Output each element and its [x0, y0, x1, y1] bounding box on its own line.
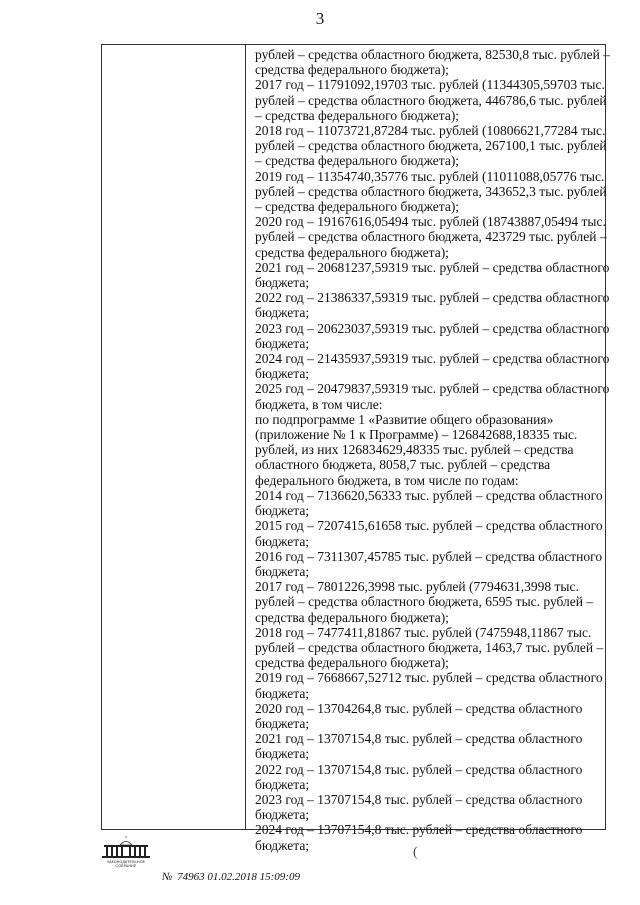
text-line: 2014 год – 7136620,56333 тыс. рублей – средства областного — [255, 487, 603, 503]
registration-number-date: 74963 01.02.2018 15:09:09 — [177, 871, 300, 883]
text-line: 2025 год – 20479837,59319 тыс. рублей – средства областного — [255, 381, 610, 397]
registration-stamp — [162, 871, 300, 883]
page-number: 3 — [315, 9, 325, 28]
text-line: 2022 год – 21386337,59319 тыс. рублей – средства областного — [255, 290, 610, 306]
text-line: 2019 год – 7668667,52712 тыс. рублей – средства областного — [255, 670, 603, 686]
text-line: – средства федерального бюджета); — [255, 199, 460, 215]
text-line: бюджета; — [255, 366, 310, 382]
building-logo-icon — [100, 836, 152, 862]
text-line: средства федерального бюджета); — [255, 655, 449, 671]
column-divider — [245, 45, 246, 829]
text-line: рублей – средства областного бюджета, 1463,7 тыс. рублей – — [255, 639, 604, 655]
text-line: бюджета; — [255, 305, 310, 321]
text-line: рублей – средства областного бюджета, 6595 тыс. рублей – — [255, 594, 594, 610]
text-line: средства федерального бюджета); — [255, 244, 449, 260]
text-line: рублей – средства областного бюджета, 82530,8 тыс. рублей – — [255, 47, 611, 62]
text-line: бюджета; — [255, 563, 310, 579]
text-line: 2017 год – 11791092,19703 тыс. рублей (11344305,59703 тыс. — [255, 77, 605, 93]
text-line: бюджета; — [255, 837, 310, 853]
number-sign: № — [162, 871, 173, 883]
text-line: областного бюджета, 8058,7 тыс. рублей – средства — [255, 457, 551, 473]
text-line: бюджета; — [255, 533, 310, 549]
document-table — [101, 44, 611, 853]
text-line: бюджета; — [255, 335, 310, 351]
text-line: бюджета; — [255, 715, 310, 731]
text-line: по подпрограмме 1 «Развитие общего образования» — [255, 411, 554, 427]
text-line: 2016 год – 7311307,45785 тыс. рублей – средства областного — [255, 548, 603, 564]
text-line: бюджета; — [255, 275, 310, 291]
text-line: 2021 год – 13707154,8 тыс. рублей – средства областного — [255, 731, 583, 747]
text-line: 2018 год – 7477411,81867 тыс. рублей (7475948,11867 тыс. — [255, 624, 592, 640]
text-line: средства федерального бюджета); — [255, 62, 449, 78]
text-line: рублей – средства областного бюджета, 423729 тыс. рублей – — [255, 229, 607, 245]
text-line: 2015 год – 7207415,61658 тыс. рублей – средства областного — [255, 518, 603, 534]
text-line: 2024 год – 21435937,59319 тыс. рублей – средства областного — [255, 351, 610, 367]
text-line: бюджета; — [255, 746, 310, 762]
text-line: бюджета; — [255, 807, 310, 823]
logo-caption: ЗАКОНОДАТЕЛЬНОЕ СОБРАНИЕ — [106, 860, 146, 868]
text-line: 2017 год – 7801226,3998 тыс. рублей (7794631,3998 тыс. — [255, 579, 579, 595]
text-line: бюджета; — [255, 776, 310, 792]
text-line: 2018 год – 11073721,87284 тыс. рублей (10806621,77284 тыс. — [255, 123, 606, 139]
text-line: бюджета, в том числе: — [255, 396, 383, 412]
pen-mark: ( — [413, 845, 418, 860]
text-line: 2023 год – 20623037,59319 тыс. рублей – средства областного — [255, 320, 610, 336]
text-line: (приложение № 1 к Программе) – 126842688,18335 тыс. — [255, 427, 578, 443]
text-line: 2021 год – 20681237,59319 тыс. рублей – средства областного — [255, 259, 610, 275]
text-line: рублей, из них 126834629,48335 тыс. рублей – средства — [255, 442, 574, 458]
text-line: – средства федерального бюджета); — [255, 107, 460, 123]
text-line: 2024 год – 13707154,8 тыс. рублей – средства областного — [255, 822, 583, 838]
text-line: рублей – средства областного бюджета, 343652,3 тыс. рублей — [255, 183, 607, 199]
text-line: рублей – средства областного бюджета, 267100,1 тыс. рублей — [255, 138, 607, 154]
text-line: средства федерального бюджета); — [255, 609, 449, 625]
text-line: 2022 год – 13707154,8 тыс. рублей – средства областного — [255, 761, 583, 777]
text-line: федерального бюджета, в том числе по годам: — [255, 472, 519, 488]
text-line: бюджета; — [255, 503, 310, 519]
text-line: – средства федерального бюджета); — [255, 153, 460, 169]
table-text-cell — [255, 47, 611, 853]
text-line: рублей – средства областного бюджета, 446786,6 тыс. рублей — [255, 92, 607, 108]
text-line: 2023 год – 13707154,8 тыс. рублей – средства областного — [255, 791, 583, 807]
text-line: бюджета; — [255, 685, 310, 701]
text-line: 2020 год – 13704264,8 тыс. рублей – средства областного — [255, 700, 583, 716]
text-line: 2019 год – 11354740,35776 тыс. рублей (11011088,05776 тыс. — [255, 168, 605, 184]
text-line: 2020 год – 19167616,05494 тыс. рублей (18743887,05494 тыс. — [255, 214, 606, 230]
